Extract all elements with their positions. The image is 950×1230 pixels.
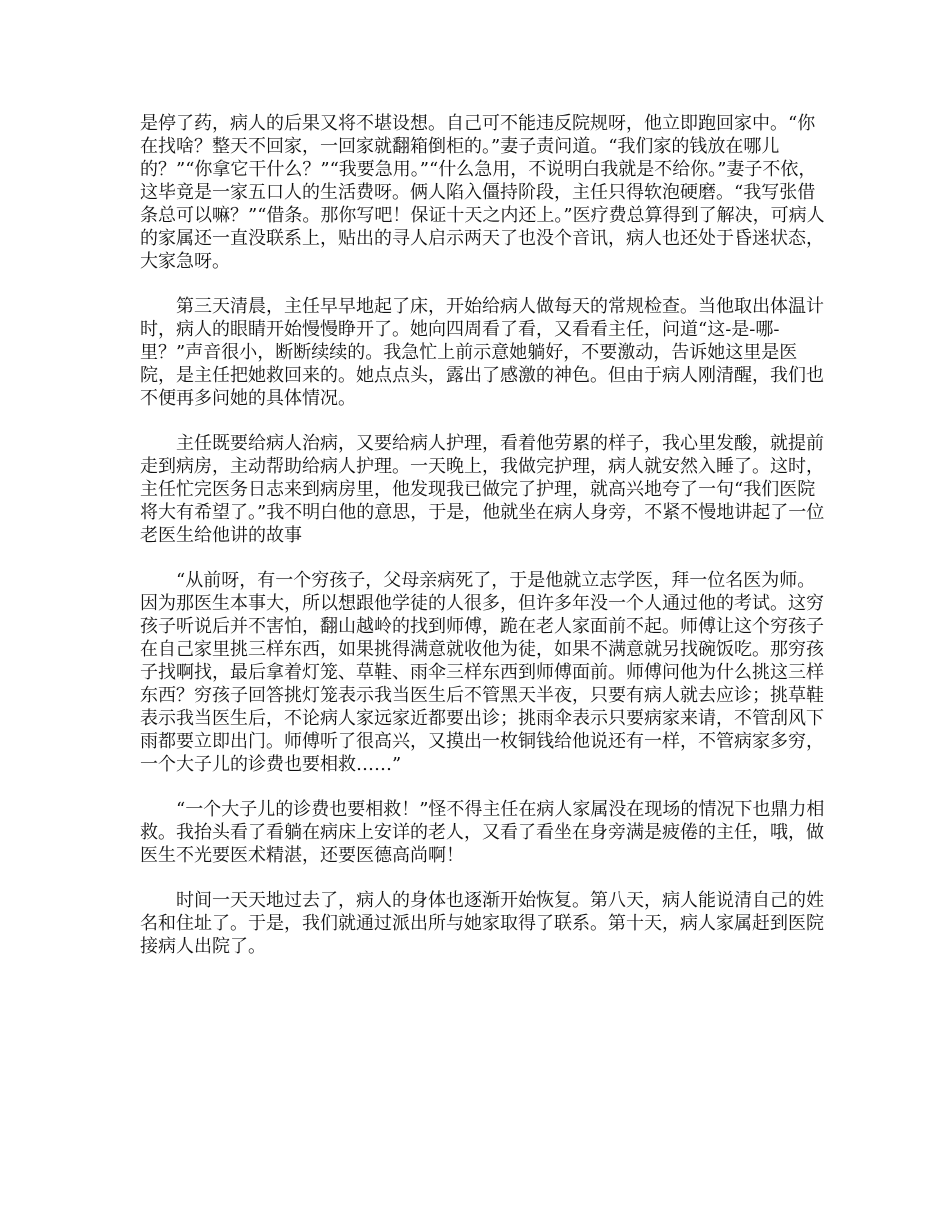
paragraph-3: 主任既要给病人治病，又要给病人护理，看着他劳累的样子，我心里发酸，就提前走到病房，主动帮助给病人护理。一天晚上，我做完护理，病人就安然入睡了。这时，主任忙完医务日志来到病房里，他发现我已做完了护理，就高兴地夸了一句“我们医院将大有希望了。”我不明白他的意思，于是，他就坐在病人身旁，不紧不慢地讲起了一位老医生给他讲的故事 (140, 433, 825, 546)
paragraph-4: “从前呀，有一个穷孩子，父母亲病死了，于是他就立志学医，拜一位名医为师。因为那医生本事大，所以想跟他学徒的人很多，但许多年没一个人通过他的考试。这穷孩子听说后并不害怕，翻山越岭的找到师傅，跪在老人家面前不起。师傅让这个穷孩子在自己家里挑三样东西，如果挑得满意就收他为徒，如果不满意就另找碗饭吃。那穷孩子找啊找，最后拿着灯笼、草鞋、雨伞三样东西到师傅面前。师傅问他为什么挑这三样东西？穷孩子回答挑灯笼表示我当医生后不管黑天半夜，只要有病人就去应诊；挑草鞋表示我当医生后，不论病人家远家近都要出诊；挑雨伞表示只要病家来请，不管刮风下雨都要立即出门。师傅听了很高兴，又摸出一枚铜钱给他说还有一样，不管病家多穷，一个大子儿的诊费也要相救……” (140, 570, 824, 775)
paragraph-1: 是停了药，病人的后果又将不堪设想。自己可不能违反院规呀，他立即跑回家中。“你在找啥？整天不回家，一回家就翻箱倒柜的。”妻子责问道。“我们家的钱放在哪儿的？”“你拿它干什么？”“我要急用。”“什么急用，不说明白我就是不给你。”妻子不依，这毕竟是一家五口人的生活费呀。俩人陷入僵持阶段，主任只得软泡硬磨。“我写张借条总可以嘛？”“借条。那你写吧！保证十天之内还上。”医疗费总算得到了解决，可病人的家属还一直没联系上，贴出的寻人启示两天了也没个音讯，病人也还处于昏迷状态，大家急呀。 (140, 113, 825, 272)
document-page (140, 112, 830, 980)
paragraph-2: 第三天清晨，主任早早地起了床，开始给病人做每天的常规检查。当他取出体温计时，病人的眼睛开始慢慢睁开了。她向四周看了看，又看看主任，问道“这-是-哪-里？”声音很小，断断续续的。我急忙上前示意她躺好，不要激动，告诉她这里是医院，是主任把她救回来的。她点点头，露出了感激的神色。但由于病人刚清醒，我们也不便再多问她的具体情况。 (140, 296, 824, 409)
paragraph-6: 时间一天天地过去了，病人的身体也逐渐开始恢复。第八天，病人能说清自己的姓名和住址了。于是，我们就通过派出所与她家取得了联系。第十天，病人家属赶到医院接病人出院了。 (140, 890, 824, 957)
paragraph-5: “一个大子儿的诊费也要相救！”怪不得主任在病人家属没在现场的情况下也鼎力相救。我抬头看了看躺在病床上安详的老人，又看了看坐在身旁满是疲倦的主任，哦，做医生不光要医术精湛，还要医德高尚啊！ (140, 799, 825, 866)
